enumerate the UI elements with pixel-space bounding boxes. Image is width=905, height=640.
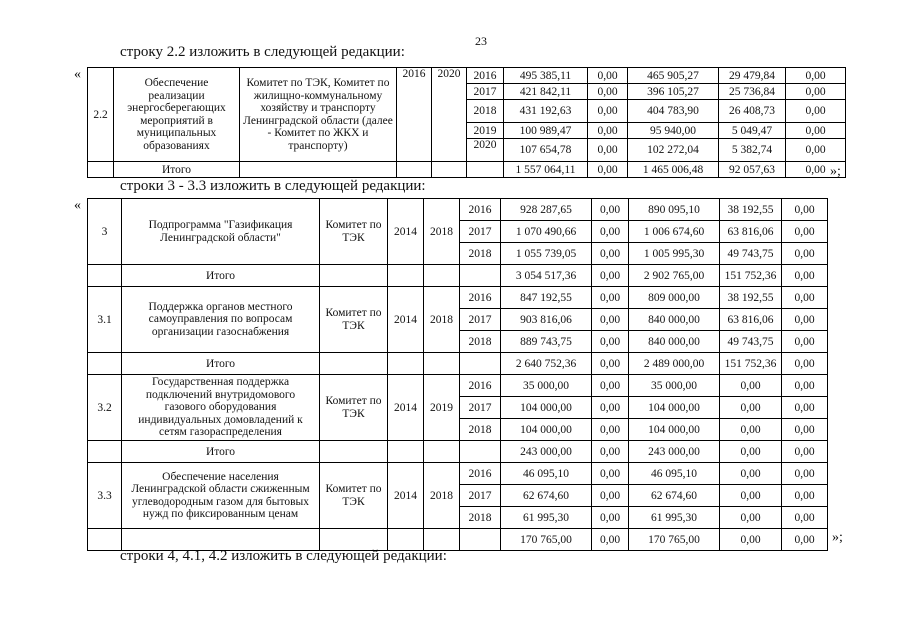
other-cell: 0,00: [786, 100, 846, 123]
other-cell: 0,00: [782, 441, 828, 463]
regional-cell: 809 000,00: [629, 287, 720, 309]
heading-row-2-2: строку 2.2 изложить в следующей редакции:: [120, 44, 405, 60]
other-cell: 0,00: [782, 463, 828, 485]
total-cell: 1 055 739,05: [501, 243, 592, 265]
year-cell: 2017: [460, 397, 501, 419]
item-end-year: 2019: [424, 375, 460, 441]
close-quote-2: »;: [832, 530, 843, 545]
other-cell: 0,00: [782, 375, 828, 397]
regional-cell: 840 000,00: [629, 331, 720, 353]
item-number: 3.2: [88, 375, 122, 441]
federal-cell: 0,00: [592, 441, 629, 463]
federal-cell: 0,00: [592, 353, 629, 375]
total-cell: 170 765,00: [501, 529, 592, 551]
other-cell: 0,00: [782, 331, 828, 353]
federal-cell: 0,00: [592, 397, 629, 419]
item-end-year: 2018: [424, 463, 460, 529]
regional-cell: 243 000,00: [629, 441, 720, 463]
total-label: [122, 529, 320, 551]
total-cell: 61 995,30: [501, 507, 592, 529]
empty-cell: [388, 529, 424, 551]
local-cell: 0,00: [720, 507, 782, 529]
item-executor: Комитет по ТЭК: [320, 375, 388, 441]
item-name: Обеспечение населения Ленинградской области сжиженным углеводородным газом для бытовых нужд по фиксированным ценам: [122, 463, 320, 529]
federal-cell: 0,00: [592, 419, 629, 441]
year-cell: 2016: [460, 287, 501, 309]
table-row-total: [88, 353, 828, 375]
item-executor: Комитет по ТЭК: [320, 199, 388, 265]
table-row: [88, 463, 828, 485]
local-cell: 26 408,73: [719, 100, 786, 123]
federal-cell: 0,00: [592, 529, 629, 551]
year-cell: 2016: [460, 199, 501, 221]
item-start-year: 2014: [388, 375, 424, 441]
total-cell: 104 000,00: [501, 397, 592, 419]
total-cell: 928 287,65: [501, 199, 592, 221]
other-cell: 0,00: [786, 84, 846, 100]
local-cell: 49 743,75: [720, 331, 782, 353]
total-cell: 1 557 064,11: [504, 162, 588, 178]
other-cell: 0,00: [782, 309, 828, 331]
federal-cell: 0,00: [592, 485, 629, 507]
table-row-2-2: [87, 67, 846, 178]
open-quote-1: «: [74, 67, 81, 82]
item-number: 2.2: [88, 68, 114, 162]
item-executor: Комитет по ТЭК, Комитет по жилищно-коммунальному хозяйству и транспорту Ленинградской области (далее - Комитет по ЖКХ и транспорту): [240, 68, 397, 162]
empty-cell: [424, 529, 460, 551]
local-cell: 63 816,06: [720, 309, 782, 331]
local-cell: 151 752,36: [720, 265, 782, 287]
local-cell: 38 192,55: [720, 287, 782, 309]
local-cell: 0,00: [720, 463, 782, 485]
table-row-total: [88, 162, 846, 178]
open-quote-2: «: [74, 198, 81, 213]
federal-cell: 0,00: [588, 123, 628, 139]
federal-cell: 0,00: [588, 100, 628, 123]
other-cell: 0,00: [782, 485, 828, 507]
local-cell: 29 479,84: [719, 68, 786, 84]
federal-cell: 0,00: [592, 199, 629, 221]
item-number: 3: [88, 199, 122, 265]
item-start-year: 2014: [388, 463, 424, 529]
table-row: [88, 199, 828, 221]
item-start-year: 2014: [388, 287, 424, 353]
other-cell: 0,00: [786, 123, 846, 139]
item-number: 3.3: [88, 463, 122, 529]
federal-cell: 0,00: [592, 375, 629, 397]
year-cell: 2017: [467, 84, 504, 100]
other-cell: 0,00: [782, 397, 828, 419]
item-executor: Комитет по ТЭК: [320, 287, 388, 353]
item-end-year: 2020: [432, 68, 467, 162]
local-cell: 0,00: [720, 419, 782, 441]
empty-cell: [320, 441, 388, 463]
federal-cell: 0,00: [592, 331, 629, 353]
item-name: Подпрограмма "Газификация Ленинградской области": [122, 199, 320, 265]
year-cell: 2017: [460, 309, 501, 331]
total-cell: 107 654,78: [504, 139, 588, 162]
item-start-year: 2016: [397, 68, 432, 162]
table-row-total: [88, 265, 828, 287]
empty-cell: [388, 353, 424, 375]
regional-cell: 35 000,00: [629, 375, 720, 397]
empty-cell: [88, 529, 122, 551]
empty-cell: [460, 353, 501, 375]
total-cell: 421 842,11: [504, 84, 588, 100]
other-cell: 0,00: [782, 419, 828, 441]
empty-cell: [432, 162, 467, 178]
total-cell: 35 000,00: [501, 375, 592, 397]
year-cell: 2017: [460, 221, 501, 243]
table-rows-3-3-3: [87, 198, 828, 551]
empty-cell: [460, 529, 501, 551]
other-cell: 0,00: [782, 199, 828, 221]
other-cell: 0,00: [782, 243, 828, 265]
table-row: [88, 287, 828, 309]
other-cell: 0,00: [786, 139, 846, 162]
other-cell: 0,00: [782, 507, 828, 529]
local-cell: 5 049,47: [719, 123, 786, 139]
total-cell: 1 070 490,66: [501, 221, 592, 243]
year-cell: 2018: [467, 100, 504, 123]
local-cell: 25 736,84: [719, 84, 786, 100]
table-row: [88, 68, 846, 84]
regional-cell: 396 105,27: [628, 84, 719, 100]
federal-cell: 0,00: [588, 84, 628, 100]
year-cell: 2020: [467, 139, 504, 162]
year-cell: 2016: [460, 375, 501, 397]
federal-cell: 0,00: [592, 265, 629, 287]
federal-cell: 0,00: [592, 463, 629, 485]
regional-cell: 46 095,10: [629, 463, 720, 485]
local-cell: 63 816,06: [720, 221, 782, 243]
total-cell: 46 095,10: [501, 463, 592, 485]
item-end-year: 2018: [424, 199, 460, 265]
local-cell: 0,00: [720, 529, 782, 551]
item-name: Поддержка органов местного самоуправления по вопросам организации газоснабжения: [122, 287, 320, 353]
local-cell: 38 192,55: [720, 199, 782, 221]
empty-cell: [388, 441, 424, 463]
federal-cell: 0,00: [588, 68, 628, 84]
empty-cell: [460, 441, 501, 463]
regional-cell: 104 000,00: [629, 397, 720, 419]
item-executor: Комитет по ТЭК: [320, 463, 388, 529]
total-cell: 495 385,11: [504, 68, 588, 84]
empty-cell: [320, 265, 388, 287]
item-end-year: 2018: [424, 287, 460, 353]
year-cell: 2018: [460, 507, 501, 529]
federal-cell: 0,00: [592, 507, 629, 529]
regional-cell: 2 489 000,00: [629, 353, 720, 375]
regional-cell: 102 272,04: [628, 139, 719, 162]
local-cell: 0,00: [720, 485, 782, 507]
year-cell: 2018: [460, 419, 501, 441]
empty-cell: [88, 353, 122, 375]
year-cell: 2018: [460, 331, 501, 353]
close-quote-1: »;: [830, 164, 841, 179]
year-cell: 2016: [460, 463, 501, 485]
federal-cell: 0,00: [592, 221, 629, 243]
year-cell: 2017: [460, 485, 501, 507]
empty-cell: [388, 265, 424, 287]
heading-rows-4-4-2: строки 4, 4.1, 4.2 изложить в следующей редакции:: [120, 548, 447, 564]
regional-cell: 1 465 006,48: [628, 162, 719, 178]
other-cell: 0,00: [782, 287, 828, 309]
local-cell: 5 382,74: [719, 139, 786, 162]
other-cell: 0,00: [782, 221, 828, 243]
local-cell: 0,00: [720, 397, 782, 419]
empty-cell: [240, 162, 397, 178]
local-cell: 0,00: [720, 441, 782, 463]
regional-cell: 465 905,27: [628, 68, 719, 84]
local-cell: 0,00: [720, 375, 782, 397]
other-cell: 0,00: [782, 265, 828, 287]
empty-cell: [424, 353, 460, 375]
federal-cell: 0,00: [592, 243, 629, 265]
total-cell: 889 743,75: [501, 331, 592, 353]
total-cell: 3 054 517,36: [501, 265, 592, 287]
empty-cell: [320, 529, 388, 551]
regional-cell: 404 783,90: [628, 100, 719, 123]
year-cell: 2019: [467, 123, 504, 139]
item-number: 3.1: [88, 287, 122, 353]
regional-cell: 170 765,00: [629, 529, 720, 551]
year-cell: 2016: [467, 68, 504, 84]
empty-cell: [460, 265, 501, 287]
empty-cell: [424, 265, 460, 287]
total-cell: 243 000,00: [501, 441, 592, 463]
federal-cell: 0,00: [588, 162, 628, 178]
empty-cell: [467, 162, 504, 178]
other-cell: 0,00: [786, 162, 846, 178]
other-cell: 0,00: [782, 529, 828, 551]
total-cell: 2 640 752,36: [501, 353, 592, 375]
total-cell: 100 989,47: [504, 123, 588, 139]
page-number: 23: [475, 34, 487, 48]
federal-cell: 0,00: [588, 139, 628, 162]
total-cell: 847 192,55: [501, 287, 592, 309]
item-start-year: 2014: [388, 199, 424, 265]
federal-cell: 0,00: [592, 309, 629, 331]
table-row: [88, 375, 828, 397]
empty-cell: [88, 441, 122, 463]
table-row-total: [88, 441, 828, 463]
table-row-total: [88, 529, 828, 551]
local-cell: 92 057,63: [719, 162, 786, 178]
local-cell: 49 743,75: [720, 243, 782, 265]
regional-cell: 1 005 995,30: [629, 243, 720, 265]
empty-cell: [88, 265, 122, 287]
item-name: Обеспечение реализации энергосберегающих мероприятий в муниципальных образованиях: [114, 68, 240, 162]
total-cell: 903 816,06: [501, 309, 592, 331]
total-cell: 104 000,00: [501, 419, 592, 441]
total-cell: 62 674,60: [501, 485, 592, 507]
empty-cell: [397, 162, 432, 178]
total-label: Итого: [122, 441, 320, 463]
other-cell: 0,00: [782, 353, 828, 375]
year-cell: 2018: [460, 243, 501, 265]
empty-cell: [424, 441, 460, 463]
total-cell: 431 192,63: [504, 100, 588, 123]
empty-cell: [88, 162, 114, 178]
other-cell: 0,00: [786, 68, 846, 84]
regional-cell: 890 095,10: [629, 199, 720, 221]
total-label: Итого: [122, 353, 320, 375]
regional-cell: 104 000,00: [629, 419, 720, 441]
total-label: Итого: [114, 162, 240, 178]
heading-rows-3-3-3: строки 3 - 3.3 изложить в следующей редакции:: [120, 178, 426, 194]
empty-cell: [320, 353, 388, 375]
local-cell: 151 752,36: [720, 353, 782, 375]
regional-cell: 840 000,00: [629, 309, 720, 331]
federal-cell: 0,00: [592, 287, 629, 309]
regional-cell: 61 995,30: [629, 507, 720, 529]
regional-cell: 1 006 674,60: [629, 221, 720, 243]
regional-cell: 95 940,00: [628, 123, 719, 139]
total-label: Итого: [122, 265, 320, 287]
item-name: Государственная поддержка подключений внутридомового газового оборудования индивидуальных домовладений к сетям газораспределения: [122, 375, 320, 441]
regional-cell: 2 902 765,00: [629, 265, 720, 287]
regional-cell: 62 674,60: [629, 485, 720, 507]
